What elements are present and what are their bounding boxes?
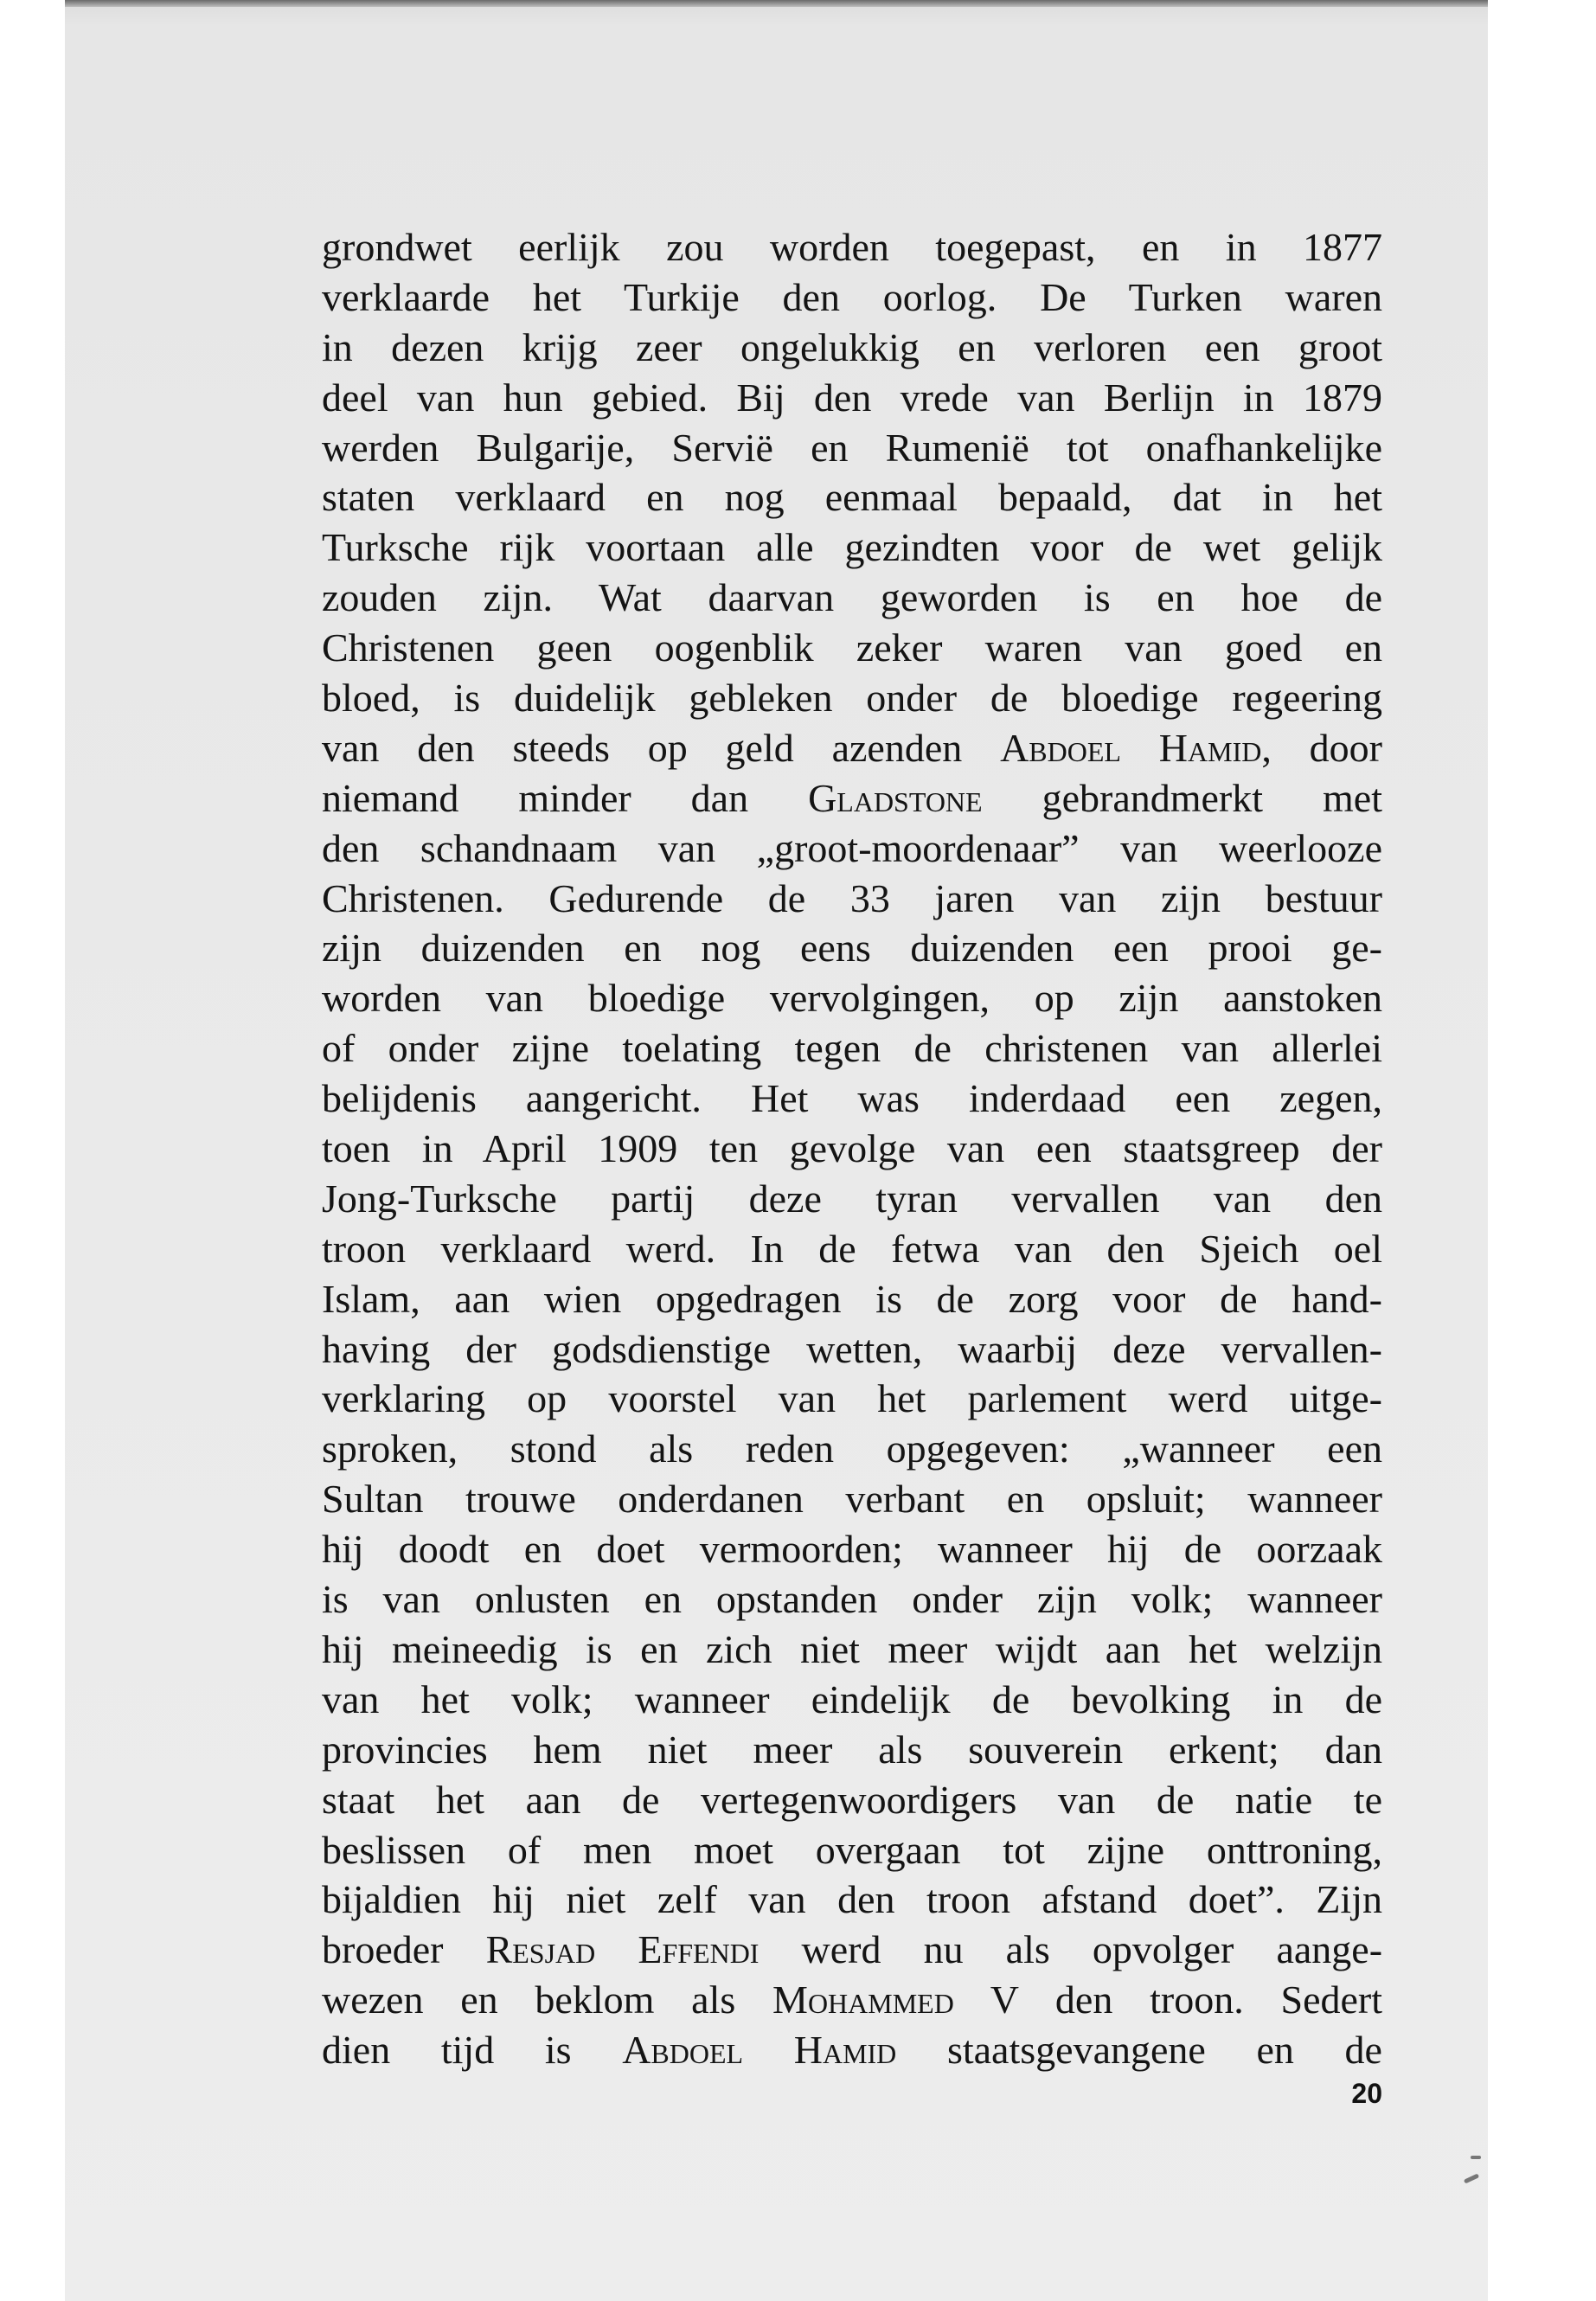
text-segment: Christenen. Gedurende de 33 jaren van zijn bestuur (322, 875, 1382, 920)
text-line (322, 1224, 1382, 1274)
text-segment: Jong-Turksche partij deze tyran vervallen van den (322, 1176, 1382, 1221)
text-line (322, 824, 1382, 874)
text-line (322, 1474, 1382, 1524)
text-line (322, 423, 1382, 473)
text-segment: werd nu als opvolger aange- (759, 1927, 1383, 1972)
text-segment: belijdenis aangericht. Het was inderdaad een zegen, (322, 1076, 1382, 1121)
text-line (322, 2025, 1382, 2075)
text-line (322, 1324, 1382, 1375)
text-segment: grondwet eerlijk zou worden toegepast, en in 1877 (322, 225, 1382, 269)
text-segment: dien tijd is (322, 2028, 623, 2073)
text-line (322, 573, 1382, 623)
text-segment: niemand minder dan (322, 775, 809, 820)
text-segment: of onder zijne toelating tegen de christenen van allerlei (322, 1026, 1382, 1071)
page-number: 20 (1351, 2078, 1382, 2109)
text-line (322, 1524, 1382, 1574)
text-segment: provincies hem niet meer als souverein erkent; dan (322, 1727, 1382, 1772)
text-line (322, 1925, 1382, 1975)
text-segment: V den troon. Sedert (953, 1977, 1383, 2022)
text-segment: zouden zijn. Wat daarvan geworden is en hoe de (322, 575, 1382, 620)
text-line (322, 1725, 1382, 1775)
text-segment: Christenen geen oogenblik zeker waren van goed en (322, 625, 1382, 670)
text-segment: deel van hun gebied. Bij den vrede van Berlijn in 1879 (322, 375, 1382, 420)
text-segment: staatsgevangene en de (896, 2028, 1382, 2073)
text-line (322, 623, 1382, 673)
text-segment: verklaarde het Turkije den oorlog. De Turken waren (322, 274, 1382, 319)
text-segment: den schandnaam van „groot-moordenaar” van weerlooze (322, 825, 1382, 870)
text-segment: beslissen of men moet overgaan tot zijne onttroning, (322, 1827, 1382, 1872)
text-segment: van den steeds op geld azenden (322, 725, 1001, 770)
text-line (322, 1274, 1382, 1324)
text-line (322, 272, 1382, 323)
person-name: Gladstone (808, 775, 983, 820)
scan-speck (1471, 2156, 1481, 2159)
text-segment: bijaldien hij niet zelf van den troon afstand doet”. Zijn (322, 1877, 1382, 1922)
text-segment: zijn duizenden en nog eens duizenden een prooi ge- (322, 926, 1382, 971)
text-line (322, 1424, 1382, 1474)
text-segment: van het volk; wanneer eindelijk de bevolking in de (322, 1676, 1382, 1721)
person-name: Abdoel Hamid (622, 2028, 897, 2073)
text-segment: hij meineedig is en zich niet meer wijdt aan het welzijn (322, 1626, 1382, 1671)
text-line (322, 1074, 1382, 1124)
text-line (322, 1124, 1382, 1174)
text-line (322, 1975, 1382, 2025)
text-segment: Turksche rijk voortaan alle gezindten voor de wet gelijk (322, 525, 1382, 570)
text-line (322, 1574, 1382, 1625)
text-segment: staten verklaard en nog eenmaal bepaald, dat in het (322, 475, 1382, 520)
body-text (322, 222, 1382, 2075)
text-segment: werden Bulgarije, Servië en Rumenië tot onafhankelijke (322, 425, 1382, 470)
text-segment: wezen en beklom als (322, 1977, 773, 2022)
text-line (322, 1374, 1382, 1424)
text-segment: , door (1261, 725, 1382, 770)
text-line (322, 874, 1382, 924)
person-name: Resjad Effendi (485, 1927, 760, 1972)
text-segment: in dezen krijg zeer ongelukkig en verloren een groot (322, 324, 1382, 369)
text-segment: toen in April 1909 ten gevolge van een staatsgreep der (322, 1126, 1382, 1171)
text-line (322, 723, 1382, 773)
text-segment: Islam, aan wien opgedragen is de zorg voor de hand- (322, 1276, 1382, 1321)
text-line (322, 1023, 1382, 1074)
text-line (322, 1825, 1382, 1875)
text-line (322, 373, 1382, 423)
text-line (322, 1675, 1382, 1725)
text-line (322, 222, 1382, 272)
text-line (322, 673, 1382, 723)
text-segment: worden van bloedige vervolgingen, op zijn aanstoken (322, 976, 1382, 1021)
text-line (322, 973, 1382, 1023)
text-segment: verklaring op voorstel van het parlement werd uitge- (322, 1376, 1382, 1421)
text-line (322, 522, 1382, 573)
text-segment: broeder (322, 1927, 486, 1972)
text-segment: bloed, is duidelijk gebleken onder de bloedige regeering (322, 676, 1382, 721)
text-segment: staat het aan de vertegenwoordigers van de natie te (322, 1777, 1382, 1822)
text-segment: sproken, stond als reden opgegeven: „wanneer een (322, 1426, 1382, 1471)
text-line (322, 472, 1382, 522)
text-segment: troon verklaard werd. In de fetwa van den Sjeich oel (322, 1226, 1382, 1271)
text-line (322, 773, 1382, 824)
text-line (322, 323, 1382, 373)
text-segment: gebrandmerkt met (982, 775, 1382, 820)
text-segment: is van onlusten en opstanden onder zijn volk; wanneer (322, 1577, 1382, 1622)
text-segment: Sultan trouwe onderdanen verbant en opsluit; wanneer (322, 1477, 1382, 1522)
text-segment: hij doodt en doet vermoorden; wanneer hij de oorzaak (322, 1527, 1382, 1572)
text-line (322, 1875, 1382, 1925)
scan-edge-shadow (65, 0, 1488, 7)
text-line (322, 923, 1382, 973)
person-name: Mohammed (772, 1977, 954, 2022)
person-name: Abdoel Hamid (1000, 725, 1262, 770)
text-line (322, 1775, 1382, 1825)
text-line (322, 1625, 1382, 1675)
text-segment: having der godsdienstige wetten, waarbij deze vervallen- (322, 1326, 1382, 1371)
text-line (322, 1174, 1382, 1224)
